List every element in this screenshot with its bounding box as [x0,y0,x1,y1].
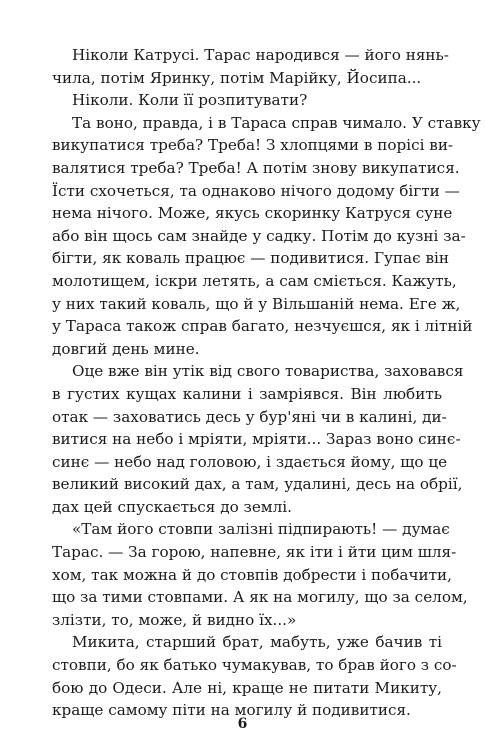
text-line: Та воно, правда, і в Тараса справ чимало. У ставку [72,113,481,132]
text-line: або він щось сам знайде у садку. Потім до кузні за- [52,226,466,245]
paragraph [52,112,481,361]
text-line: синє — небо над головою, і здається йому, що це [52,452,448,471]
text-line: Тарас. — За горою, напевне, як іти і йти цим шля- [52,543,457,562]
text-line: Їсти схочеться, та однаково нічого додому бігти — [52,181,460,200]
text-line: що за тими стовпами. А як на могилу, що за селом, [52,588,468,607]
text-line: стовпи, бо як батько чумакував, то брав його з со- [52,656,457,675]
text-line: валятися треба? Треба! А потім знову викупатися. [52,158,460,177]
text-line: витися на небо і мріяти, мріяти... Зараз воно синє- [52,430,461,449]
text-line: отак — заховатись десь у бур'яні чи в калині, ди- [52,407,447,426]
text-line: молотищем, іскри летять, а сам сміється. Кажуть, [52,271,457,290]
text-line: злізти, то, може, й видно їх...» [52,610,297,629]
paragraph [52,44,449,89]
text-line: викупатися треба? Треба! З хлопцями в порісі ви- [52,136,454,155]
text-line: Ніколи. Коли її розпитувати? [72,91,308,110]
text-line: в густих кущах калини і замріявся. Він любить [52,384,442,403]
paragraph [52,631,457,721]
text-line: у них такий коваль, що й у Вільшаній нема. Еге ж, [52,294,461,313]
body-text [52,44,481,722]
paragraph [52,360,464,518]
text-line: бігти, як коваль працює — подивитися. Гупає він [52,249,449,268]
paragraph [52,518,468,631]
text-line: у Тараса також справ багато, незчуєшся, як і літній [52,317,473,336]
text-line: Ніколи Катрусі. Тарас народився — його нянь- [72,46,449,64]
text-line: чила, потім Яринку, потім Марійку, Йосипа... [52,68,422,87]
text-line: краще самому піти на могилу й подивитися. [52,701,411,720]
text-line: хом, так можна й до стовпів добрести і побачити, [52,565,452,584]
text-line: нема нічого. Може, якусь скоринку Катруся суне [52,204,453,223]
text-line: Оце вже він утік від свого товариства, заховався [72,362,464,381]
page-number: 6 [237,716,248,732]
text-line: Микита, старший брат, мабуть, уже бачив ті [72,633,442,652]
paragraph [52,89,442,112]
text-line: довгий день мине. [52,339,200,358]
text-line: дах цей спускається до землі. [52,497,292,516]
text-line: бою до Одеси. Але ні, краще не питати Микиту, [52,678,442,697]
text-line: великий високий дах, а там, удалині, десь на обрії, [52,475,463,494]
text-line: «Там його стовпи залізні підпирають! — думає [72,520,450,539]
